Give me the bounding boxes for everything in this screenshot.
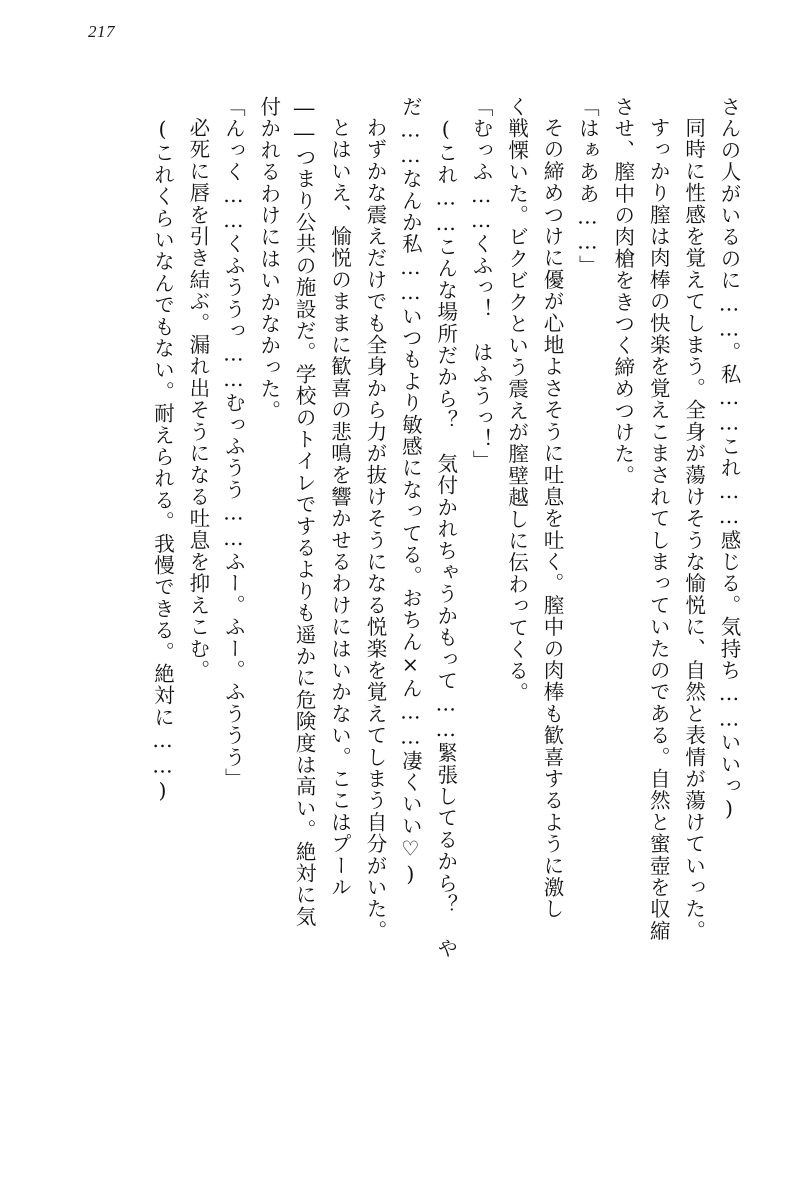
paragraph: その締めつけに優が心地よさそうに吐息を吐く。膣中の肉棒も歓喜するように激し [539, 117, 564, 920]
paragraph: 同時に性感を覚えてしまう。全身が蕩けそうな愉悦に、自然と表情が蕩けていった。 [681, 117, 706, 942]
paragraph: 「むっふ……くふっ！ はふうっ！」 [469, 96, 494, 472]
paragraph: (これくらいなんでもない。耐えられる。我慢できる。絶対に……) [150, 117, 175, 804]
paragraph: 「んっく……くふううっ……むっふうう……ふー。ふー。ふううう」 [221, 96, 246, 790]
page-body-text [46, 96, 746, 1156]
paragraph: 必死に唇を引き結ぶ。漏れ出そうになる吐息を抑えこむ。 [185, 117, 210, 682]
paragraph: わずかな震えだけでも全身から力が抜けそうになる悦楽を覚えてしまう自分がいた。 [362, 117, 387, 942]
paragraph: とはいえ、愉悦のままに歓喜の悲鳴を響かせるわけにはいかない。ここはプール [327, 117, 352, 899]
paragraph: 「はぁああ……」 [575, 96, 600, 277]
paragraph: く戦慄いた。ビクビクという震えが膣壁越しに伝わってくる。 [504, 96, 529, 704]
paragraph: (これ……こんな場所だから？ 気付かれちゃうかもって……緊張してるから？ や [433, 117, 458, 960]
page-number: 217 [88, 22, 115, 41]
paragraph: さんの人がいるのに……。私……これ……感じる。気持ち……いいっ) [717, 96, 741, 822]
paragraph: だ……なんか私……いつもより敏感になってる。おちん×ん……凄くいい♡) [398, 96, 423, 887]
paragraph: させ、膣中の肉槍をきつく締めつけた。 [610, 96, 635, 487]
paragraph: 付かれるわけにはいかなかった。 [256, 96, 281, 422]
paragraph: すっかり膣は肉棒の快楽を覚えこまされてしまっていたのである。自然と蜜壺を収縮 [646, 117, 671, 942]
paragraph: ――つまり公共の施設だ。学校のトイレでするよりも遥かに危険度は高い。絶対に気 [292, 96, 317, 928]
